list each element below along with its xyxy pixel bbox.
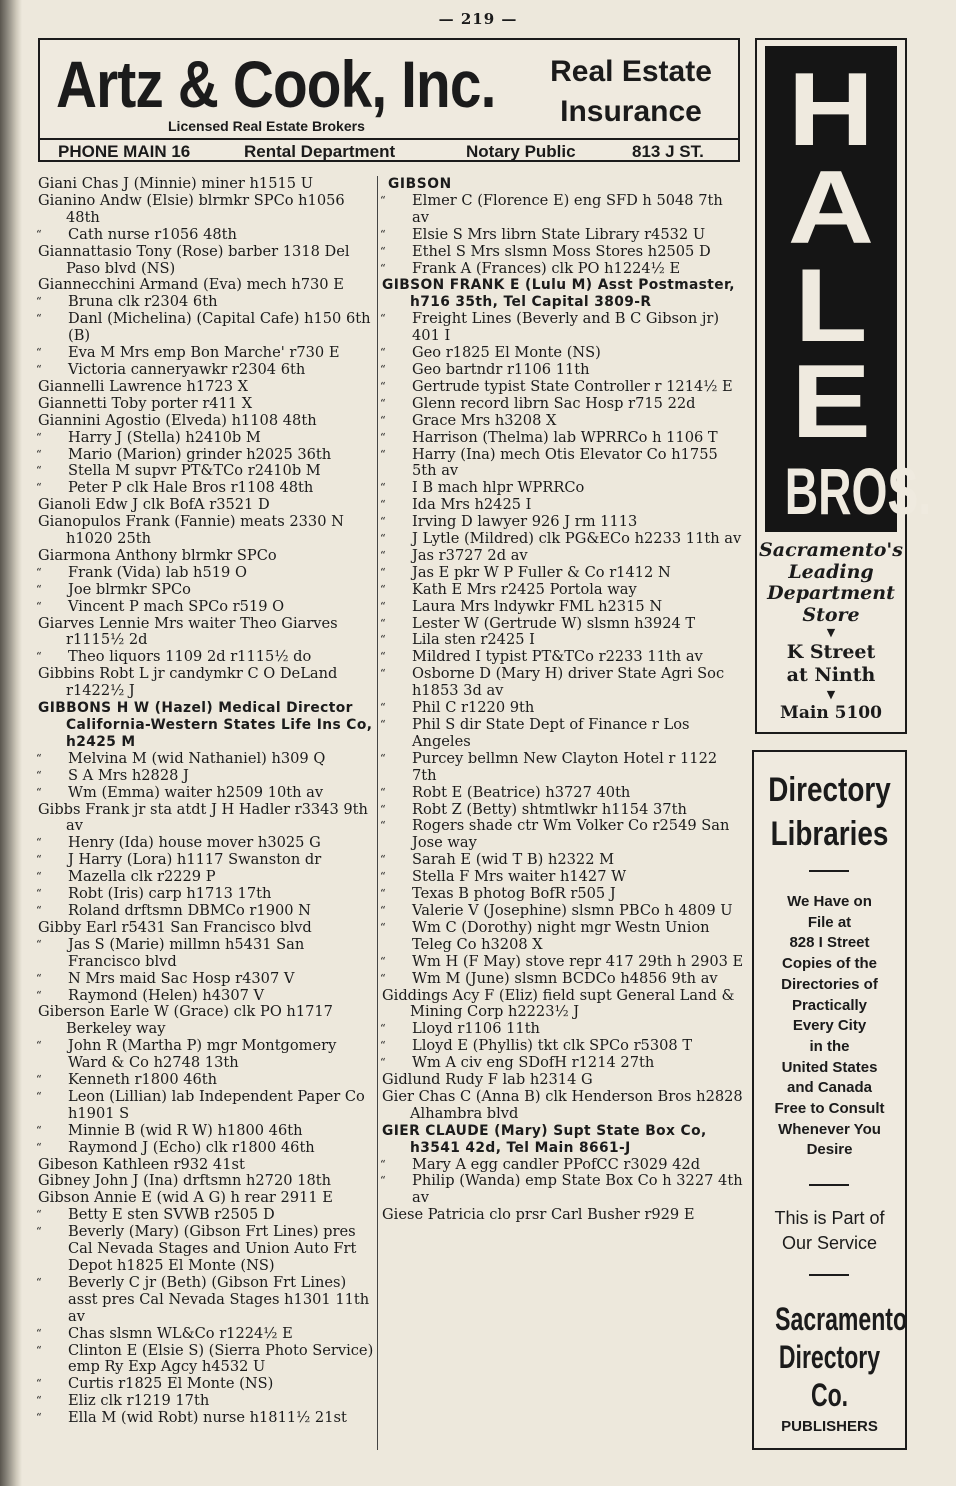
hale-phone: Main 5100 — [780, 703, 882, 723]
dir-body-line: Whenever You — [778, 1120, 881, 1138]
directory-entry-sub: “ Glenn record librn Sac Hosp r715 22d — [382, 396, 744, 413]
directory-entry-sub: “ Ida Mrs h2425 I — [382, 497, 744, 514]
directory-entry-sub: “ Danl (Michelina) (Capital Cafe) h150 6th (B) — [38, 311, 374, 345]
hale-letter: A — [787, 150, 875, 266]
directory-entry-sub: “ Geo bartndr r1106 11th — [382, 362, 744, 379]
artz-cook-advertisement — [38, 38, 740, 162]
directory-entry-sub: “ Betty E sten SVWB r2505 D — [38, 1207, 374, 1224]
directory-entry-sub: “ Mildred I typist PT&TCo r2233 11th av — [382, 649, 744, 666]
hale-tagline-line: Sacramento's — [759, 539, 903, 561]
hale-logo-block — [765, 46, 932, 532]
directory-entry: Giarmona Anthony blrmkr SPCo — [38, 546, 277, 564]
book-gutter — [0, 0, 22, 1486]
ad-contact-bar — [40, 140, 738, 162]
directory-entry-sub: “ Ethel S Mrs slsmn Moss Stores h2505 D — [382, 244, 744, 261]
dir-publisher-line: Co. — [810, 1377, 849, 1413]
directory-entry-sub: “ Victoria canneryawkr r2304 6th — [38, 362, 374, 379]
dir-body-line: in the — [809, 1037, 850, 1055]
ad-address: 813 J ST. — [632, 142, 704, 161]
directory-entry-sub: “ Jas E pkr W P Fuller & Co r1412 N — [382, 565, 744, 582]
directory-entry: Giannecchini Armand (Eva) mech h730 E — [38, 276, 344, 294]
hale-street-line: at Ninth — [786, 664, 876, 686]
directory-entry-sub: “ Theo liquors 1109 2d r1115½ do — [38, 649, 374, 666]
directory-entry-sub: “ Beverly (Mary) (Gibson Frt Lines) pres Cal Nevada Stages and Union Auto Frt Depot h1825 El Monte (NS) — [38, 1224, 374, 1275]
directory-entry-sub: “ Harry (Ina) mech Otis Elevator Co h1755 5th av — [382, 447, 744, 481]
hale-letter: L — [794, 248, 868, 364]
directory-entry-sub: “ Joe blrmkr SPCo — [38, 582, 374, 599]
ad-tagline: Licensed Real Estate Brokers — [168, 118, 365, 134]
directory-entry: Gibson Annie E (wid A G) h rear 2911 E — [38, 1189, 333, 1207]
dir-divider — [809, 1274, 849, 1276]
hale-street — [757, 641, 905, 687]
dir-divider — [809, 870, 849, 872]
directory-entry-sub: “ Melvina M (wid Nathaniel) h309 Q — [38, 751, 374, 768]
directory-entry: Giannetti Toby porter r411 X — [38, 394, 253, 412]
directory-entry-sub: “ Laura Mrs lndywkr FML h2315 N — [382, 599, 744, 616]
directory-entry-sub: “ Minnie B (wid R W) h1800 46th — [38, 1123, 374, 1140]
directory-entry: Giberson Earle W (Grace) clk PO h1717 Berkeley way — [38, 1003, 333, 1038]
directory-entry: Giddings Acy F (Eliz) field supt General Land & Mining Corp h2223½ J — [382, 986, 735, 1021]
dir-divider — [809, 1184, 849, 1186]
directory-entry: Gibeson Kathleen r932 41st — [38, 1155, 245, 1173]
dir-publishers-label: PUBLISHERS — [781, 1418, 878, 1435]
hale-bros-text: BROS. — [784, 454, 932, 528]
directory-entry-sub: “ Jas r3727 2d av — [382, 548, 744, 565]
directory-entry-sub: “ Roland drftsmn DBMCo r1900 N — [38, 903, 374, 920]
dir-title — [768, 768, 892, 856]
hale-letter: H — [787, 52, 875, 168]
hale-street-line: K Street — [786, 641, 876, 663]
directory-entry: Gianopulos Frank (Fannie) meats 2330 N h1020 25th — [38, 513, 344, 548]
directory-entry-sub: “ Stella M supvr PT&TCo r2410b M — [38, 463, 374, 480]
directory-entry-sub: “ Elmer C (Florence E) eng SFD h 5048 7th av — [382, 193, 744, 227]
page-number: — 219 — — [438, 10, 518, 28]
ad-brand-name: Artz & Cook, Inc. — [56, 47, 496, 121]
section-heading: GIBSON — [388, 176, 452, 192]
directory-entry-sub: “ Chas slsmn WL&Co r1224½ E — [38, 1326, 374, 1343]
directory-entry-sub: “ Ella M (wid Robt) nurse h1811½ 21st — [38, 1410, 374, 1427]
directory-entry: Gianino Andw (Elsie) blrmkr SPCo h1056 48th — [38, 191, 345, 226]
dir-body-line: Copies of the — [781, 955, 877, 973]
dir-title-line: Directory — [768, 771, 891, 809]
dir-service-note — [754, 1206, 905, 1256]
dir-service-line: This is Part of — [774, 1208, 885, 1228]
directory-entry-sub: “ Mazella clk r2229 P — [38, 869, 374, 886]
directory-column-left — [38, 176, 374, 1427]
directory-entry-sub: “ Lila sten r2425 I — [382, 632, 744, 649]
directory-entry: Gibbs Frank jr sta atdt J H Hadler r3343 9th av — [38, 800, 368, 835]
dir-publisher-line: Directory — [778, 1339, 881, 1375]
directory-entry-sub: “ Phil C r1220 9th — [382, 700, 744, 717]
directory-entry: Gibbins Robt L jr candymkr C O DeLand r1422½ J — [38, 665, 338, 700]
directory-entry: Gidlund Rudy F lab h2314 G — [382, 1071, 593, 1089]
directory-entry-featured: GIBBONS H W (Hazel) Medical Director California-Western States Life Ins Co, h2425 M — [38, 700, 373, 750]
dir-publisher-line: Sacramento — [775, 1301, 908, 1337]
directory-entry-featured: GIER CLAUDE (Mary) Supt State Box Co, h3541 42d, Tel Main 8661-J — [382, 1122, 707, 1156]
directory-entry-sub: “ Frank A (Frances) clk PO h1224½ E — [382, 261, 744, 278]
directory-entry-sub: “ Henry (Ida) house mover h3025 G — [38, 835, 374, 852]
dir-body-line: We Have on — [787, 893, 872, 910]
ad-phone: PHONE MAIN 16 — [58, 142, 191, 161]
dir-body-line: Desire — [806, 1141, 853, 1159]
directory-entry-sub: “ Sarah E (wid T B) h2322 M — [382, 852, 744, 869]
directory-entry-sub: “ Geo r1825 El Monte (NS) — [382, 345, 744, 362]
directory-entry-sub: “ Vincent P mach SPCo r519 O — [38, 599, 374, 616]
directory-column-right — [382, 176, 744, 1224]
directory-entry-sub: “ J Lytle (Mildred) clk PG&ECo h2233 11th av — [382, 531, 744, 548]
column-divider — [377, 176, 378, 1450]
dir-body-line: United States — [781, 1058, 878, 1076]
directory-entry-sub: “ Mario (Marion) grinder h2025 36th — [38, 447, 374, 464]
dir-body-line: Directories of — [781, 975, 878, 993]
directory-libraries-advertisement — [752, 750, 907, 1450]
directory-entry-sub: “ Harry J (Stella) h2410b M — [38, 430, 374, 447]
directory-entry-sub: “ N Mrs maid Sac Hosp r4307 V — [38, 971, 374, 988]
triangle-marker-icon: ▼ — [826, 626, 836, 639]
directory-entry-sub: “ Leon (Lillian) lab Independent Paper Co h1901 S — [38, 1089, 374, 1123]
directory-entry-sub: “ Beverly C jr (Beth) (Gibson Frt Lines) asst pres Cal Nevada Stages h1301 11th av — [38, 1275, 374, 1326]
directory-entry-sub: “ I B mach hlpr WPRRCo — [382, 480, 744, 497]
hale-tagline-line: Department — [767, 582, 895, 604]
directory-entry-sub: “ Philip (Wanda) emp State Box Co h 3227 4th av — [382, 1173, 744, 1207]
directory-entry-sub: “ Frank (Vida) lab h519 O — [38, 565, 374, 582]
dir-service-line: Our Service — [781, 1233, 878, 1253]
dir-body-line: Every City — [792, 1017, 867, 1035]
directory-entry-sub: “ Wm C (Dorothy) night mgr Westn Union Teleg Co h3208 X — [382, 920, 744, 954]
hale-bros-advertisement — [755, 38, 932, 734]
directory-entry: Gier Chas C (Anna B) clk Henderson Bros h2828 Alhambra blvd — [382, 1087, 743, 1122]
directory-entry-sub: “ Jas S (Marie) millmn h5431 San Francisco blvd — [38, 937, 374, 971]
dir-title-line: Libraries — [770, 815, 889, 853]
ad-notary: Notary Public — [466, 142, 576, 161]
directory-entry-sub: “ Valerie V (Josephine) slsmn PBCo h 4809 U — [382, 903, 744, 920]
dir-body-line: Free to Consult — [774, 1100, 885, 1118]
dir-body-line: Practically — [791, 996, 868, 1014]
directory-entry-sub: “ Freight Lines (Beverly and B C Gibson jr) 401 I — [382, 311, 744, 345]
directory-entry-sub: “ Eliz clk r1219 17th — [38, 1393, 374, 1410]
directory-entry-sub: “ Bruna clk r2304 6th — [38, 294, 374, 311]
directory-entry-sub: “ Rogers shade ctr Wm Volker Co r2549 San Jose way — [382, 818, 744, 852]
directory-entry-sub: “ Osborne D (Mary H) driver State Agri Soc h1853 3d av — [382, 666, 744, 700]
directory-entry-sub: “ Irving D lawyer 926 J rm 1113 — [382, 514, 744, 531]
triangle-marker-icon: ▼ — [826, 688, 836, 701]
directory-entry-sub: “ Robt Z (Betty) shtmtlwkr h1154 37th — [382, 802, 744, 819]
directory-entry-sub: “ Clinton E (Elsie S) (Sierra Photo Service) emp Ry Exp Agcy h4532 U — [38, 1343, 374, 1377]
directory-entry-sub: “ Elsie S Mrs librn State Library r4532 U — [382, 227, 744, 244]
directory-entry-sub: “ Kath E Mrs r2425 Portola way — [382, 582, 744, 599]
directory-entry-sub: “ Phil S dir State Dept of Finance r Los Angeles — [382, 717, 744, 751]
directory-entry: Gibby Earl r5431 San Francisco blvd — [38, 918, 312, 936]
hale-letter: E — [791, 344, 871, 460]
directory-entry: Giese Patricia clo prsr Carl Busher r929 E — [382, 1206, 695, 1224]
hale-tagline-line: Store — [802, 603, 860, 626]
dir-body-line: File at — [807, 913, 852, 931]
directory-entry-sub: “ Curtis r1825 El Monte (NS) — [38, 1376, 374, 1393]
directory-entry-sub: “ Robt E (Beatrice) h3727 40th — [382, 785, 744, 802]
directory-entry-sub: “ Gertrude typist State Controller r 1214½ E — [382, 379, 744, 396]
directory-entry-sub: “ Cath nurse r1056 48th — [38, 227, 374, 244]
directory-entry-sub: “ Wm H (F May) stove repr 417 29th h 2903 E — [382, 954, 744, 971]
dir-body — [754, 892, 905, 1161]
hale-tagline-line: Leading — [788, 560, 874, 583]
directory-entry: Gianoli Edw J clk BofA r3521 D — [38, 496, 270, 514]
ad-service-real-estate: Real Estate — [550, 55, 712, 88]
directory-entry-sub: “ Kenneth r1800 46th — [38, 1072, 374, 1089]
directory-entry-sub: “ Peter P clk Hale Bros r1108 48th — [38, 480, 374, 497]
directory-entry: Giarves Lennie Mrs waiter Theo Giarves r1115½ 2d — [38, 614, 338, 649]
directory-entry-sub: “ John R (Martha P) mgr Montgomery Ward & Co h2748 13th — [38, 1038, 374, 1072]
directory-entry: Giannattasio Tony (Rose) barber 1318 Del Paso blvd (NS) — [38, 242, 350, 277]
directory-entry-sub: “ Lester W (Gertrude W) slsmn h3924 T — [382, 616, 744, 633]
directory-entry-featured: GIBSON FRANK E (Lulu M) Asst Postmaster, h716 35th, Tel Capital 3809-R — [382, 277, 735, 311]
dir-body-line: and Canada — [786, 1079, 873, 1097]
dir-body-line: 828 I Street — [789, 934, 870, 952]
directory-entry-sub: “ Lloyd E (Phyllis) tkt clk SPCo r5308 T — [382, 1038, 744, 1055]
directory-entry-sub: “ S A Mrs h2828 J — [38, 768, 374, 785]
ad-services — [526, 52, 736, 132]
directory-entry: Gibney John J (Ina) drftsmn h2720 18th — [38, 1172, 332, 1190]
directory-entry-sub: “ Lloyd r1106 11th — [382, 1021, 744, 1038]
directory-entry-sub: “ Purcey bellmn New Clayton Hotel r 1122 7th — [382, 751, 744, 785]
directory-entry-sub: “ Wm A civ eng SDofH r1214 27th — [382, 1055, 744, 1072]
directory-entry-sub: “ Robt (Iris) carp h1713 17th — [38, 886, 374, 903]
directory-entry-sub: “ Wm (Emma) waiter h2509 10th av — [38, 785, 374, 802]
directory-entry-sub: “ Raymond J (Echo) clk r1800 46th — [38, 1140, 374, 1157]
directory-entry-sub: “ Grace Mrs h3208 X — [382, 413, 744, 430]
directory-entry-sub: “ Raymond (Helen) h4307 V — [38, 988, 374, 1005]
dir-publisher — [775, 1300, 908, 1414]
ad-service-insurance: Insurance — [560, 95, 702, 128]
directory-entry: Giannelli Lawrence h1723 X — [38, 377, 249, 395]
directory-entry-sub: “ J Harry (Lora) h1117 Swanston dr — [38, 852, 374, 869]
directory-entry-sub: “ Mary A egg candler PPofCC r3029 42d — [382, 1157, 744, 1174]
directory-entry: Giani Chas J (Minnie) miner h1515 U — [38, 175, 313, 192]
directory-entry-sub: “ Stella F Mrs waiter h1427 W — [382, 869, 744, 886]
directory-entry-sub: “ Harrison (Thelma) lab WPRRCo h 1106 T — [382, 430, 744, 447]
directory-entry-sub: “ Texas B photog BofR r505 J — [382, 886, 744, 903]
directory-entry-sub: “ Eva M Mrs emp Bon Marche' r730 E — [38, 345, 374, 362]
directory-entry: Giannini Agostio (Elveda) h1108 48th — [38, 411, 317, 429]
directory-entry-sub: “ Wm M (June) slsmn BCDCo h4856 9th av — [382, 971, 744, 988]
hale-tagline — [757, 540, 905, 626]
ad-rental: Rental Department — [244, 142, 396, 161]
